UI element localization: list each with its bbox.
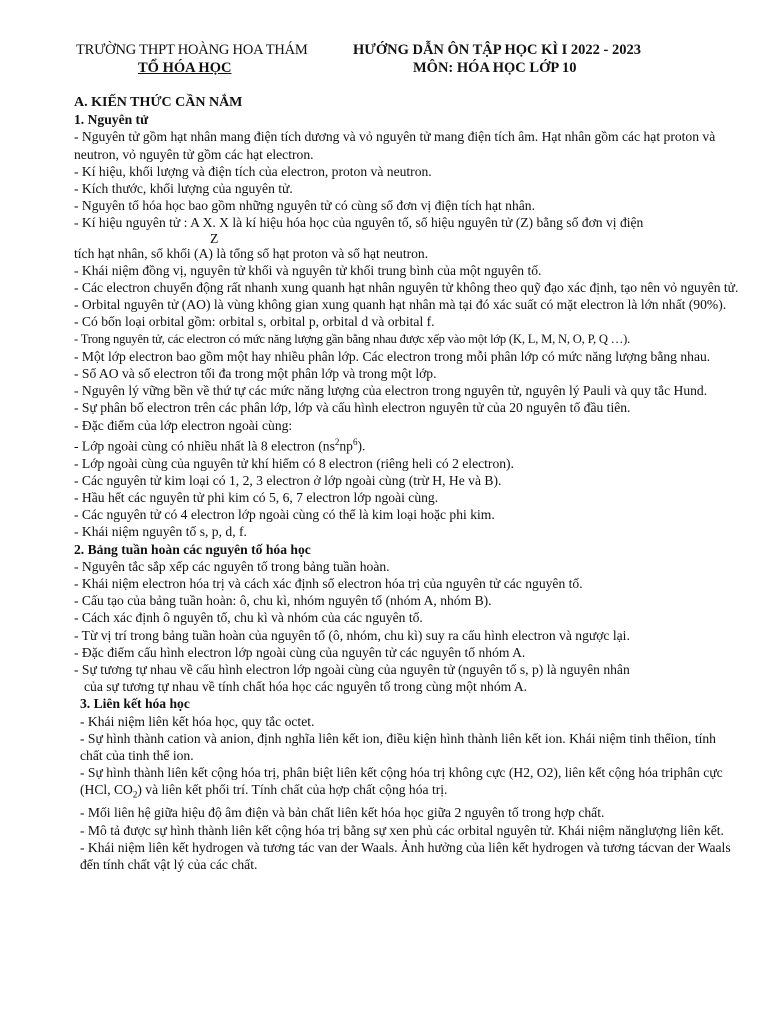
text-run: - Lớp ngoài cùng có nhiều nhất là 8 electron (ns [74, 438, 335, 454]
paragraph: - Có bốn loại orbital gồm: orbital s, orbital p, orbital d và orbital f. [74, 314, 435, 330]
paragraph: của sự tương tự nhau về tính chất hóa học các nguyên tố trong cùng một nhóm A. [84, 679, 528, 695]
paragraph: - Khái niệm liên kết hóa học, quy tắc octet. [80, 713, 315, 729]
paragraph: - Khái niệm electron hóa trị và cách xác định số electron hóa trị của nguyên tử các nguyên tố. [74, 576, 583, 592]
paragraph: - Hầu hết các nguyên tử phi kim có 5, 6, 7 electron lớp ngoài cùng. [74, 490, 439, 505]
paragraph: - Khái niệm liên kết hydrogen và tương tác van der Waals. Ảnh hưởng của liên kết hydrogen và tương tácvan der Waals đến tính chất vật lý của các chất. [80, 839, 731, 872]
paragraph: - Nguyên tử gồm hạt nhân mang điện tích dương và vỏ nguyên tử mang điện tích âm. Hạt nhân gồm các hạt proton và neutron, vỏ nguyên tử gồm các hạt electron. [74, 129, 716, 162]
subject-label: MÔN: HÓA HỌC LỚP 10 [413, 60, 577, 76]
paragraph: - Các nguyên tử kim loại có 1, 2, 3 electron ở lớp ngoài cùng (trừ H, He và B). [74, 472, 502, 488]
superscript: 6 [352, 436, 358, 447]
paragraph: - Lớp ngoài cùng của nguyên tử khí hiếm có 8 electron (riêng heli có 2 electron). [74, 455, 514, 471]
paragraph: - Nguyên tố hóa học bao gồm những nguyên tử có cùng số đơn vị điện tích hạt nhân. [74, 198, 535, 214]
paragraph: - Nguyên lý vững bền về thứ tự các mức năng lượng của electron trong nguyên tử, nguyên lý Pauli và quy tắc Hund. [74, 383, 708, 399]
paragraph: - Sự tương tự nhau về cấu hình electron lớp ngoài cùng của nguyên tử (nguyên tố s, p) là nguyên nhân [74, 662, 630, 678]
paragraph: - Sự hình thành cation và anion, định nghĩa liên kết ion, điều kiện hình thành liên kết ion. Khái niệm tinh thểion, tính chất của tinh thể ion. [80, 730, 716, 764]
text-run: ) và liên kết phối trí. Tính chất của hợp chất cộng hóa trị. [137, 782, 448, 798]
text-run: - Sự hình thành liên kết cộng hóa trị, phân biệt liên kết cộng hóa trị không cực (H2, O2), liên kết cộng hóa triphân cực (HCl, CO [80, 765, 723, 798]
paragraph: - Orbital nguyên tử (AO) là vùng không gian xung quanh hạt nhân mà tại đó xác suất có mặt electron là lớn nhất (90%). [74, 297, 727, 313]
paragraph: - Cấu tạo của bảng tuần hoàn: ô, chu kì, nhóm nguyên tố (nhóm A, nhóm B). [74, 593, 492, 609]
paragraph [74, 434, 740, 455]
paragraph [74, 764, 740, 804]
document-body [74, 94, 740, 873]
paragraph: tích hạt nhân, số khối (A) là tổng số hạt proton và số hạt neutron. [74, 245, 429, 261]
paragraph: - Kích thước, khối lượng của nguyên tử. [74, 181, 293, 197]
paragraph: - Trong nguyên tử, các electron có mức năng lượng gần bằng nhau được xếp vào một lớp (K, L, M, N, O, P, Q …). [74, 331, 631, 346]
subsection-heading: 3. Liên kết hóa học [80, 696, 190, 712]
paragraph: - Cách xác định ô nguyên tố, chu kì và nhóm của các nguyên tố. [74, 610, 423, 626]
text-run: ). [357, 438, 366, 454]
paragraph: - Từ vị trí trong bảng tuần hoàn của nguyên tố (ô, nhóm, chu kì) suy ra cấu hình electron và ngược lại. [74, 627, 630, 643]
superscript: 2 [334, 436, 340, 447]
atomic-number-label: Z [210, 230, 219, 246]
subsection-heading: 1. Nguyên tử [74, 112, 149, 128]
paragraph: - Sự phân bố electron trên các phân lớp, lớp và cấu hình electron nguyên tử của 20 nguyên tố đầu tiên. [74, 400, 631, 416]
paragraph: - Một lớp electron bao gồm một hay nhiều phân lớp. Các electron trong mỗi phân lớp có mức năng lượng bằng nhau. [74, 348, 711, 364]
text-run: np [339, 438, 353, 454]
school-name: TRƯỜNG THPT HOÀNG HOA THÁM [76, 42, 308, 58]
paragraph: - Khái niệm nguyên tố s, p, d, f. [74, 524, 247, 540]
document-header [76, 42, 726, 86]
paragraph: - Đặc điểm cấu hình electron lớp ngoài cùng của nguyên tử các nguyên tố nhóm A. [74, 644, 526, 660]
subsection-heading: 2. Bảng tuần hoàn các nguyên tố hóa học [74, 541, 311, 557]
paragraph: - Mô tả được sự hình thành liên kết cộng hóa trị bằng sự xen phủ các orbital nguyên tử. Khái niệm nănglượng liên kết. [80, 822, 724, 838]
document-title: HƯỚNG DẪN ÔN TẬP HỌC KÌ I 2022 - 2023 [353, 42, 641, 58]
paragraph: - Khái niệm đồng vị, nguyên tử khối và nguyên tử khối trung bình của một nguyên tố. [74, 262, 542, 278]
department-name: TỔ HÓA HỌC [138, 60, 232, 76]
paragraph: - Các nguyên tử có 4 electron lớp ngoài cùng có thể là kim loại hoặc phi kim. [74, 507, 495, 523]
paragraph: - Kí hiệu nguyên tử : A X. X là kí hiệu hóa học của nguyên tố, số hiệu nguyên tử (Z) bằng số đơn vị điện [74, 215, 644, 231]
paragraph: - Nguyên tắc sắp xếp các nguyên tố trong bảng tuần hoàn. [74, 558, 390, 574]
section-heading: A. KIẾN THỨC CẦN NẮM [74, 95, 243, 110]
paragraph: - Các electron chuyển động rất nhanh xung quanh hạt nhân nguyên tử không theo quỹ đạo xác định, tạo nên vỏ nguyên tử. [74, 280, 739, 296]
paragraph: - Đặc điểm của lớp electron ngoài cùng: [74, 417, 293, 433]
paragraph: - Mối liên hệ giữa hiệu độ âm điện và bản chất liên kết hóa học giữa 2 nguyên tố trong hợp chất. [80, 805, 605, 821]
paragraph: - Kí hiệu, khối lượng và điện tích của electron, proton và neutron. [74, 163, 432, 179]
paragraph: - Số AO và số electron tối đa trong một phân lớp và trong một lớp. [74, 366, 437, 382]
subscript: 2 [132, 790, 138, 801]
